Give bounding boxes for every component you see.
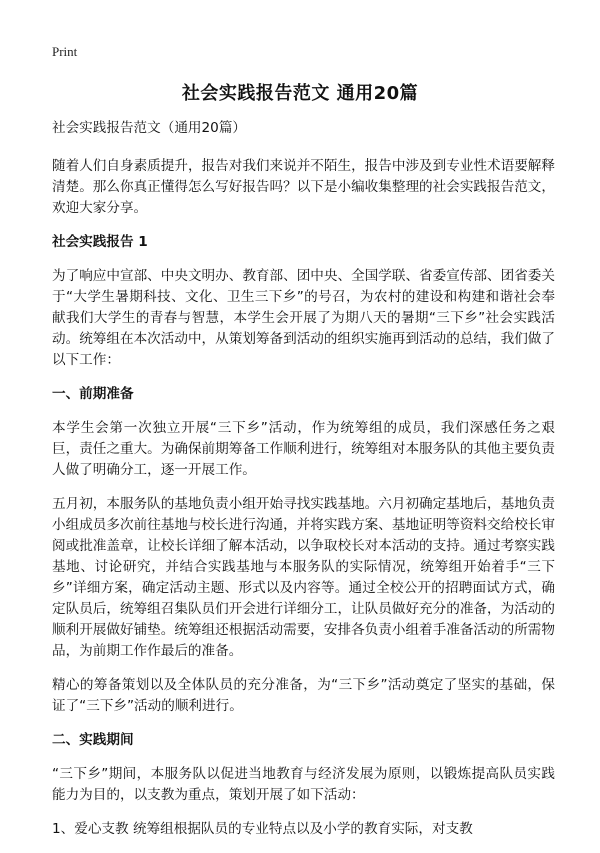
document-body bbox=[52, 118, 555, 853]
report-heading: 社会实践报告 1 bbox=[52, 234, 148, 250]
print-link[interactable]: Print bbox=[52, 44, 78, 59]
intro-paragraph: 随着人们自身素质提升，报告对我们来说并不陌生，报告中涉及到专业性术语要解释清楚。那么你真正懂得怎么写好报告吗？以下是小编收集整理的社会实践报告范文，欢迎大家分享。 bbox=[52, 158, 555, 216]
paragraph: 五月初，本服务队的基地负责小组开始寻找实践基地。六月初确定基地后，基地负责小组成员多次前往基地与校长进行沟通，并将实践方案、基地证明等资料交给校长审阅或批准盖章，让校长详细了解本活动，以争取校长对本活动的支持。通过考察实践基地、讨论研究，并结合实践基地与本服务队的实际情况，统筹组开始着手“三下乡”详细方案，确定活动主题、形式以及内容等。通过全校公开的招聘面试方式，确定队员后，统筹组召集队员们开会进行详细分工，让队员做好充分的准备，为活动的顺利开展做好铺垫。统筹组还根据活动需要，安排各负责小组着手准备活动的所需物品，为前期工作作最后的准备。 bbox=[52, 496, 555, 659]
page-title: 社会实践报告范文 通用20篇 bbox=[181, 83, 419, 104]
report-intro-paragraph: 为了响应中宣部、中央文明办、教育部、团中央、全国学联、省委宣传部、团省委关于“大学生暑期科技、文化、卫生三下乡”的号召，为农村的建设和构建和谐社会奉献我们大学生的青春与智慧，本学生会开展了为期八天的暑期“三下乡”社会实践活动。统筹组在本次活动中，从策划筹备到活动的组织实施再到活动的总结，我们做了以下工作： bbox=[52, 268, 555, 368]
section-heading-practice: 二、实践期间 bbox=[52, 732, 134, 748]
paragraph: 精心的筹备策划以及全体队员的充分准备，为“三下乡”活动奠定了坚实的基础，保证了“三下乡”活动的顺利进行。 bbox=[52, 677, 555, 714]
paragraph: “三下乡”期间，本服务队以促进当地教育与经济发展为原则，以锻炼提高队员实践能力为目的，以支教为重点，策划开展了如下活动： bbox=[52, 766, 555, 803]
paragraph: 1、爱心支教 统筹组根据队员的专业特点以及小学的教育实际，对支教 bbox=[52, 821, 473, 837]
section-heading-preparation: 一、前期准备 bbox=[52, 386, 134, 402]
paragraph: 本学生会第一次独立开展“三下乡”活动，作为统筹组的成员，我们深感任务之艰巨，责任之重大。为确保前期筹备工作顺利进行，统筹组对本服务队的其他主要负责人做了明确分工，逐一开展工作。 bbox=[52, 420, 555, 478]
subtitle: 社会实践报告范文（通用20篇） bbox=[52, 120, 247, 136]
